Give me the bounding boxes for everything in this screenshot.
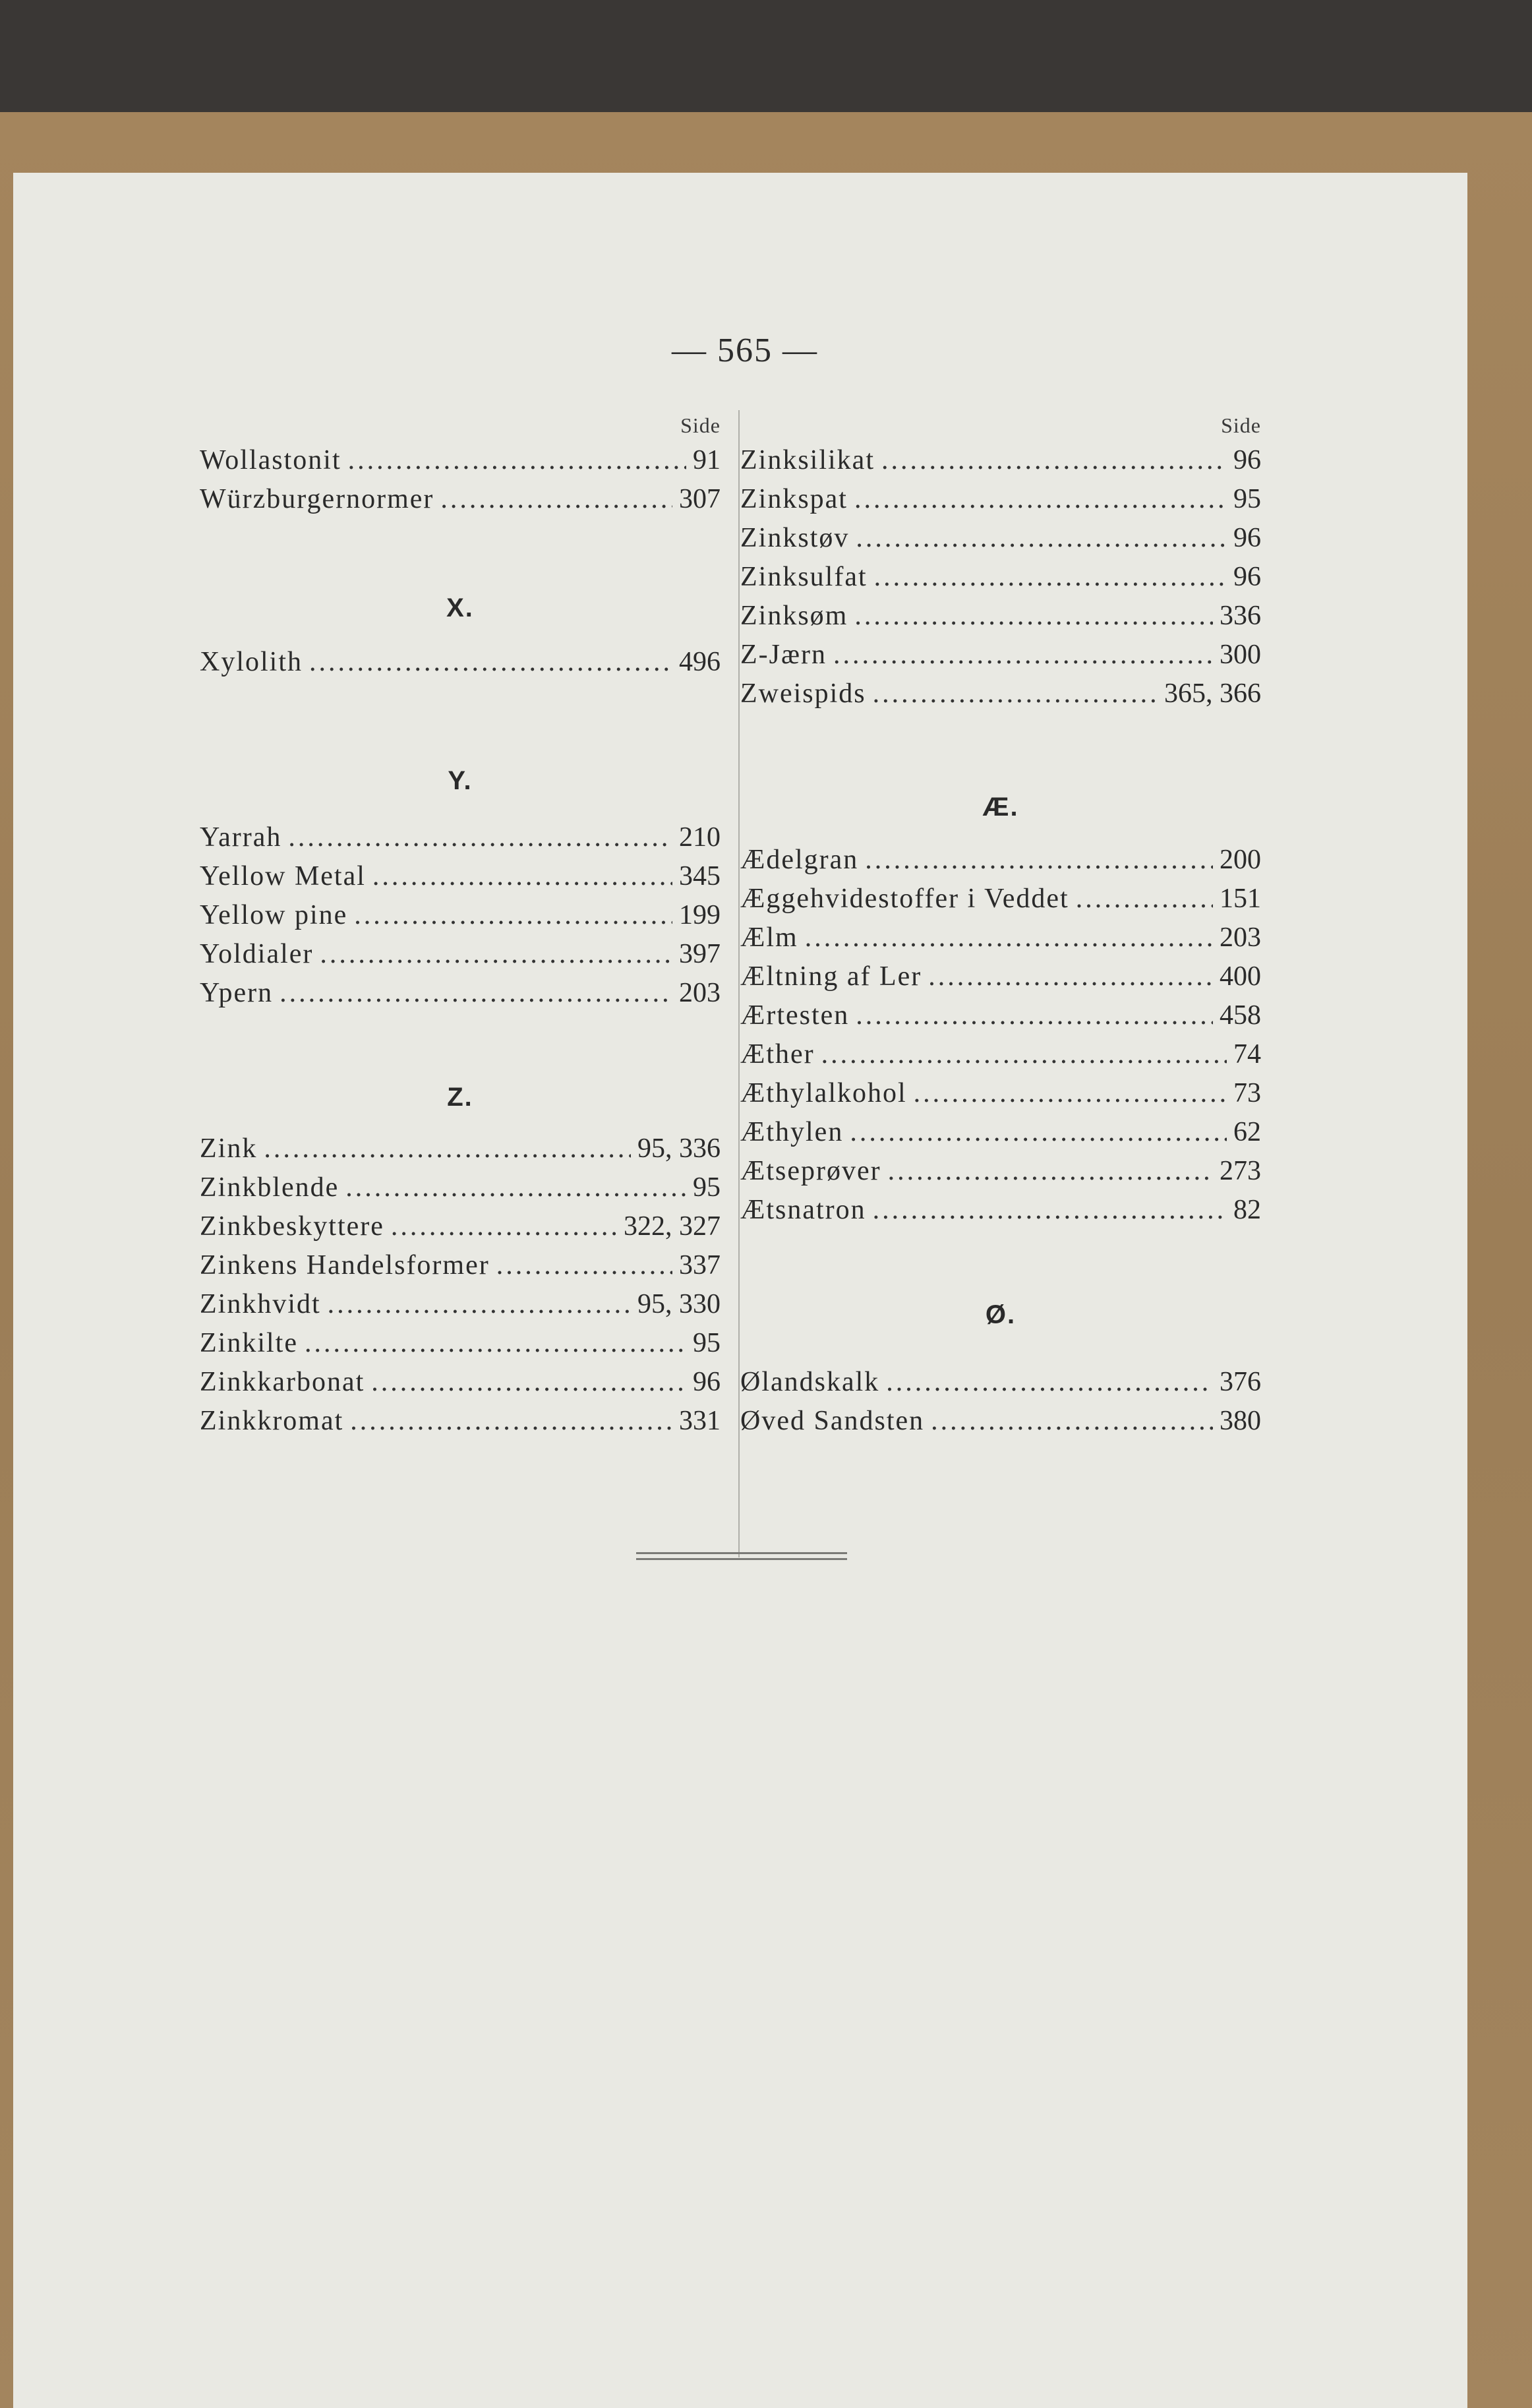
entry-pages: 380 [1220,1406,1261,1436]
dot-leader [288,822,672,853]
index-entry [740,1116,1261,1151]
entry-pages: 365, 366 [1164,678,1261,709]
entry-pages: 95 [693,1172,721,1203]
dot-leader [873,1194,1227,1226]
entry-pages: 200 [1220,845,1261,875]
entry-pages: 96 [1233,523,1261,553]
index-entry [200,1327,721,1362]
entry-pages: 73 [1233,1078,1261,1108]
dot-leader [856,522,1227,554]
entry-term: Zinkkromat [200,1406,344,1436]
dot-leader [309,646,672,678]
dot-leader [856,1000,1213,1031]
entry-term: Würzburgernormer [200,484,434,514]
entry-pages: 95, 336 [637,1133,721,1164]
dot-leader [833,639,1213,671]
index-entry [200,1405,721,1439]
dot-leader [496,1249,672,1281]
index-entry [740,1000,1261,1034]
entry-term: Wollastonit [200,445,341,475]
dot-leader [881,444,1227,476]
index-entry [200,1249,721,1284]
dot-leader [1076,883,1213,915]
entry-pages: 322, 327 [624,1211,721,1242]
end-rule-bottom [636,1558,847,1560]
dot-leader [345,1172,686,1203]
entry-pages: 96 [1233,562,1261,592]
entry-term: Zinksøm [740,601,848,631]
entry-pages: 62 [1233,1117,1261,1147]
section-heading-oe: Ø. [985,1300,1016,1329]
dot-leader [371,1366,686,1398]
entry-term: Yellow pine [200,900,348,930]
dot-leader [854,483,1227,515]
dot-leader [328,1288,631,1320]
entry-pages: 397 [679,939,721,969]
column-divider [738,410,740,1557]
index-entry [200,1172,721,1206]
entry-term: Yarrah [200,822,282,853]
index-entry [200,483,721,518]
entry-term: Ølandskalk [740,1367,880,1397]
entry-term: Ætseprøver [740,1156,881,1186]
side-column-label: Side [680,413,721,437]
entry-term: Yoldialer [200,939,314,969]
entry-term: Ælm [740,922,798,953]
section-heading-ae: Æ. [982,793,1019,822]
dot-leader [821,1038,1227,1070]
dot-leader [931,1405,1213,1437]
entry-term: Zinkilte [200,1328,298,1358]
entry-pages: 345 [679,861,721,891]
index-entry [200,938,721,973]
entry-pages: 203 [679,978,721,1008]
entry-term: Æthylalkohol [740,1078,907,1108]
entry-term: Ærtesten [740,1000,850,1031]
index-entry [740,639,1261,673]
side-column-label: Side [1221,413,1261,437]
index-entry [740,844,1261,878]
entry-term: Øved Sandsten [740,1406,925,1436]
index-entry [740,522,1261,557]
entry-pages: 307 [679,484,721,514]
end-rule-top [636,1552,847,1554]
entry-term: Ætsnatron [740,1195,866,1225]
section-heading-y: Y. [448,766,473,795]
entry-term: Zinkhvidt [200,1289,321,1319]
dot-leader [372,860,672,892]
dot-leader [914,1077,1227,1109]
index-entry [200,822,721,856]
dot-leader [350,1405,672,1437]
entry-term: Zinkspat [740,484,848,514]
entry-pages: 95, 330 [637,1289,721,1319]
index-entry [740,561,1261,595]
dot-leader [874,561,1227,593]
index-entry [740,444,1261,479]
index-entry [200,899,721,934]
entry-term: Zinkens Handelsformer [200,1250,490,1280]
index-entry [200,860,721,895]
entry-pages: 376 [1220,1367,1261,1397]
entry-term: Ypern [200,978,274,1008]
dot-leader [280,977,672,1009]
index-entry [740,922,1261,956]
section-heading-z: Z. [447,1083,473,1112]
dot-leader [354,899,672,931]
entry-pages: 95 [693,1328,721,1358]
dot-leader [886,1366,1213,1398]
dot-leader [850,1116,1227,1148]
entry-pages: 210 [679,822,721,853]
entry-term: Æther [740,1039,815,1069]
index-entry [740,678,1261,712]
dot-leader [888,1155,1213,1187]
entry-term: Zinksulfat [740,562,868,592]
dot-leader [264,1133,631,1164]
index-entry [740,483,1261,518]
entry-term: Zinkbeskyttere [200,1211,384,1242]
entry-pages: 336 [1220,601,1261,631]
index-entry [740,1194,1261,1228]
index-entry [200,444,721,479]
entry-pages: 91 [693,445,721,475]
page-number: — 565 — [672,332,818,369]
index-entry [200,1133,721,1167]
entry-pages: 96 [693,1367,721,1397]
index-entry [740,600,1261,634]
dot-leader [928,961,1213,992]
index-entry [740,961,1261,995]
index-entry [200,1288,721,1323]
entry-term: Zweispids [740,678,866,709]
entry-pages: 203 [1220,922,1261,953]
entry-pages: 82 [1233,1195,1261,1225]
entry-term: Æggehvidestoffer i Veddet [740,884,1069,914]
entry-term: Zink [200,1133,258,1164]
entry-term: Ædelgran [740,845,859,875]
entry-pages: 74 [1233,1039,1261,1069]
index-entry [200,977,721,1011]
entry-pages: 95 [1233,484,1261,514]
index-entry [740,1038,1261,1073]
entry-pages: 96 [1233,445,1261,475]
entry-pages: 199 [679,900,721,930]
dot-leader [854,600,1213,632]
entry-term: Æthylen [740,1117,844,1147]
entry-pages: 151 [1220,884,1261,914]
entry-pages: 458 [1220,1000,1261,1031]
entry-pages: 273 [1220,1156,1261,1186]
entry-term: Zinksilikat [740,445,875,475]
index-entry [740,883,1261,917]
entry-pages: 331 [679,1406,721,1436]
index-entry [200,1211,721,1245]
section-heading-x: X. [446,593,474,622]
dot-leader [305,1327,686,1359]
index-entry [740,1366,1261,1400]
dot-leader [865,844,1213,876]
index-entry [200,646,721,680]
entry-term: Æltning af Ler [740,961,922,992]
entry-term: Zinkstøv [740,523,850,553]
dot-leader [873,678,1158,709]
dot-leader [391,1211,617,1242]
book-page [13,173,1467,2408]
entry-pages: 400 [1220,961,1261,992]
index-entry [740,1155,1261,1189]
dot-leader [440,483,672,515]
entry-pages: 337 [679,1250,721,1280]
entry-term: Zinkblende [200,1172,339,1203]
entry-term: Xylolith [200,647,303,677]
index-entry [740,1405,1261,1439]
index-entry [200,1366,721,1400]
entry-term: Z-Jærn [740,640,827,670]
dot-leader [805,922,1213,953]
dot-leader [348,444,686,476]
entry-term: Zinkkarbonat [200,1367,365,1397]
entry-term: Yellow Metal [200,861,366,891]
dot-leader [320,938,672,970]
index-entry [740,1077,1261,1112]
entry-pages: 496 [679,647,721,677]
entry-pages: 300 [1220,640,1261,670]
